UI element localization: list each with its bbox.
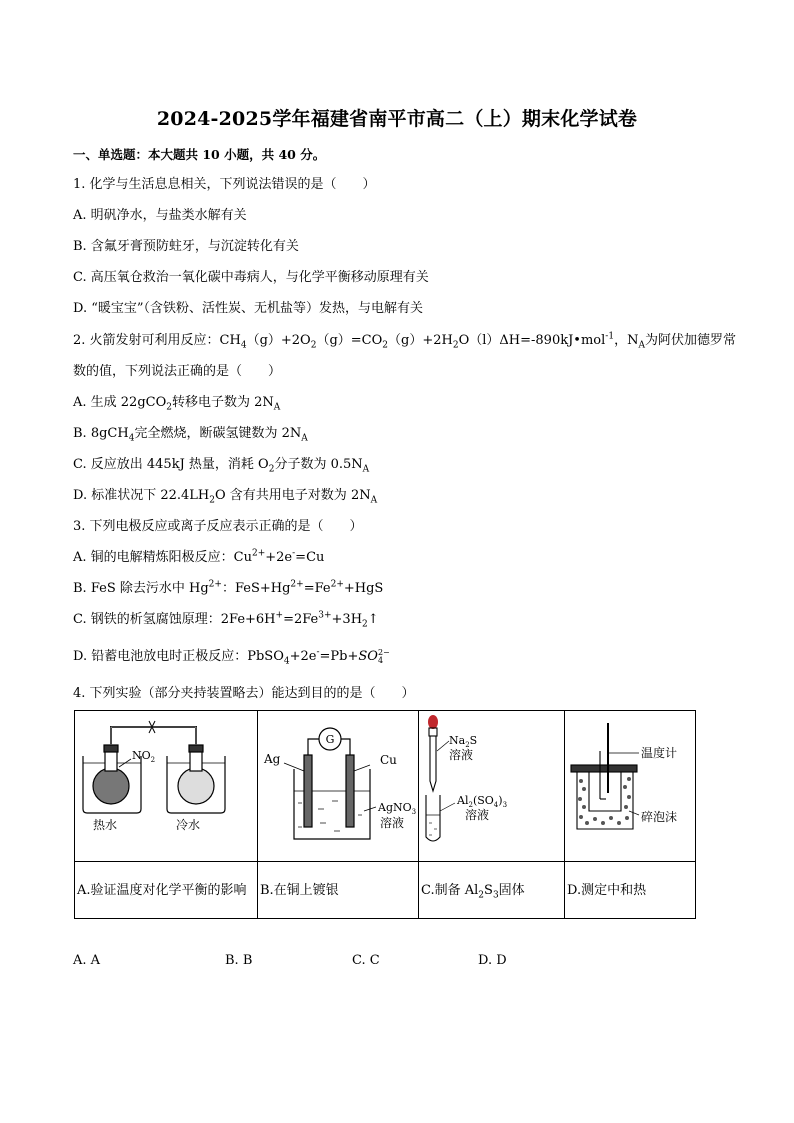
question-2-stem-cont: 数的值，下列说法正确的是（ ） xyxy=(73,364,282,379)
question-1-option-d: D. “暖宝宝”（含铁粉、活性炭、无机盐等）发热，与电解有关 xyxy=(73,301,424,316)
experiment-b-figure xyxy=(258,711,419,862)
thermometer-label: 温度计 xyxy=(641,746,678,760)
question-3-option-d: D. 铅蓄电池放电时正极反应：PbSO$_4$+2e-=Pb+SO2− 4 xyxy=(73,647,390,667)
cold-water-label: 冷水 xyxy=(176,818,201,832)
question-2-stem: 2. 火箭发射可利用反应：$CH_4(g)+2O_2(g)=CO_2(g)+2H_2O(l)\Delta H=-890kJ•mol^{-1}$，$N_A$为阿伏加德罗常 xyxy=(73,331,736,351)
question-3-option-c: C. 钢铁的析氢腐蚀原理：$2Fe+6H^+=2Fe^{3+}+3H_2↑$ xyxy=(73,610,379,630)
calorimeter-diagram xyxy=(565,711,695,857)
page-title: 2024-2025学年福建省南平市高二（上）期末化学试卷 xyxy=(156,108,638,130)
cu-electrode-label: Cu xyxy=(380,753,397,767)
experiment-a-caption: A.验证温度对化学平衡的影响 xyxy=(75,862,258,919)
question-3-option-b: B. FeS 除去污水中 $Hg^{2+}$：$FeS+Hg^{2+}=Fe^{2+}+HgS$ xyxy=(73,579,384,596)
solution-label: 溶液 xyxy=(380,816,405,830)
question-3-option-a: A. 铜的电解精炼阳极反应：$Cu^{2+}+2e^-=Cu$ xyxy=(73,548,325,565)
question-2-option-d: D. 标准状况下 $22.4LH_2O$ 含有共用电子对数为 $2N_A$ xyxy=(73,488,378,506)
ag-electrode-label: Ag xyxy=(264,752,281,766)
no2-label: $NO_2$ xyxy=(132,749,156,764)
question-2-option-c: C. 反应放出 445kJ 热量，消耗 $O_2$分子数为 $0.5N_A$ xyxy=(73,457,370,475)
experiment-table xyxy=(74,710,696,919)
foam-label: 碎泡沫 xyxy=(641,810,678,824)
al2so43-label: $Al_2(SO_4)_3$ xyxy=(457,794,508,809)
experiment-c-caption: C.制备 $Al_2S_3$固体 xyxy=(419,862,565,919)
option-a: A. A xyxy=(73,953,101,968)
agno3-label: AgNO$_3$ xyxy=(378,801,417,816)
option-c: C. C xyxy=(352,953,380,968)
question-3-stem: 3. 下列电极反应或离子反应表示正确的是（ ） xyxy=(73,519,363,534)
no2-equilibrium-diagram xyxy=(75,711,257,857)
galvanometer-label: G xyxy=(325,733,335,746)
hot-water-label: 热水 xyxy=(93,818,118,832)
na2s-label: $Na_2S$ xyxy=(449,734,478,749)
na2s-solution-label: 溶液 xyxy=(449,748,474,762)
sulfate-ion: SO2− 4 xyxy=(358,647,390,665)
question-1-stem: 1. 化学与生活息息相关，下列说法错误的是（ ） xyxy=(73,177,376,192)
electroplating-diagram xyxy=(258,711,418,857)
al2s3-preparation-diagram xyxy=(419,711,564,857)
question-1-option-c: C. 高压氧仓救治一氧化碳中毒病人，与化学平衡移动原理有关 xyxy=(73,270,429,285)
question-2-option-a: A. 生成 22gCO$_2$转移电子数为 $2N_A$ xyxy=(73,395,281,413)
al2so43-solution-label: 溶液 xyxy=(465,808,490,822)
option-b: B. B xyxy=(225,953,253,968)
question-1-option-a: A. 明矾净水，与盐类水解有关 xyxy=(73,208,247,223)
experiment-a-figure xyxy=(75,711,258,862)
section-heading: 一、单选题：本大题共 10 小题，共 40 分。 xyxy=(73,147,326,162)
option-d: D. D xyxy=(478,953,507,968)
experiment-b-caption: B.在铜上镀银 xyxy=(258,862,419,919)
experiment-c-figure xyxy=(419,711,565,862)
question-2-option-b: B. 8gCH$_4$完全燃烧，断碳氢键数为 $2N_A$ xyxy=(73,426,308,444)
experiment-d-figure xyxy=(565,711,696,862)
experiment-d-caption: D.测定中和热 xyxy=(565,862,696,919)
question-4-stem: 4. 下列实验（部分夹持装置略去）能达到目的的是（ ） xyxy=(73,686,415,701)
question-1-option-b: B. 含氟牙膏预防蛀牙，与沉淀转化有关 xyxy=(73,239,299,254)
